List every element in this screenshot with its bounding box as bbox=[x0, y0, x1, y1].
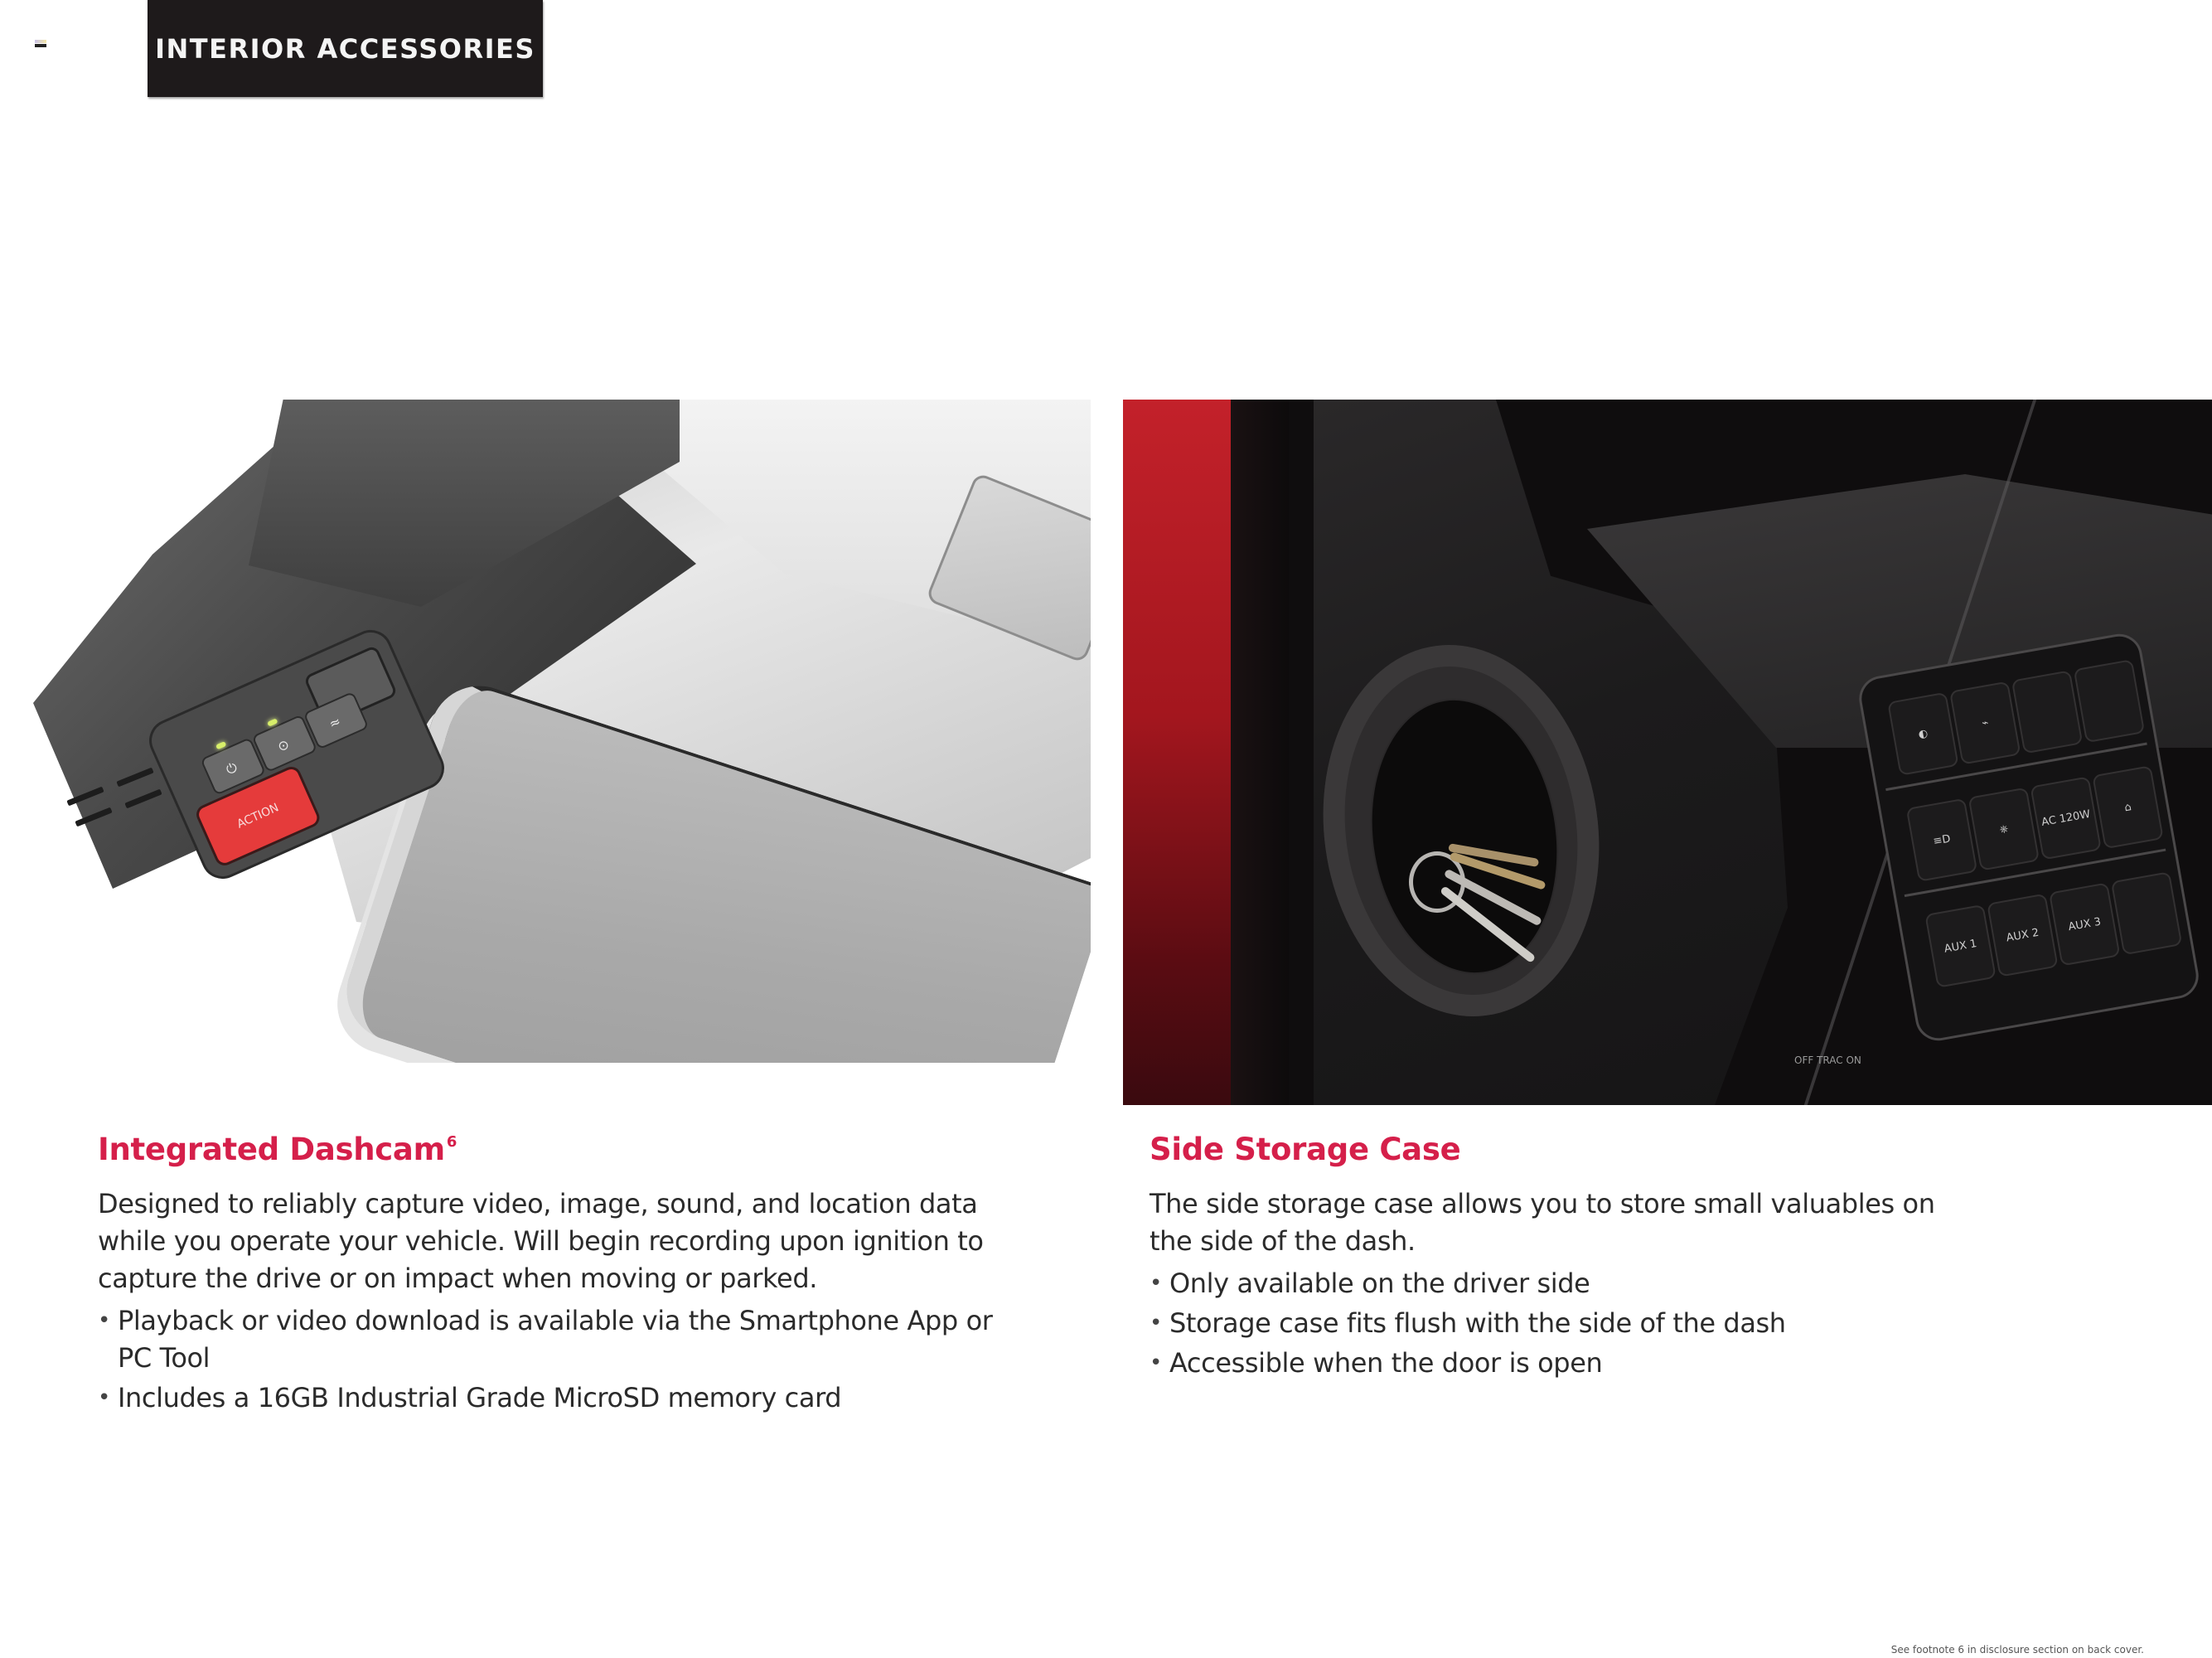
action-button: ACTION bbox=[193, 764, 322, 869]
feature-side-storage-case bbox=[1150, 1132, 1978, 1384]
aux2-switch: AUX 2 bbox=[1987, 894, 2059, 977]
mic-icon: ⊙ bbox=[274, 735, 292, 755]
trac-dial-labels: OFF TRAC ON bbox=[1794, 1054, 1861, 1066]
power-icon: ⏻ bbox=[223, 759, 240, 778]
headlight-level-switch: ◐ bbox=[1887, 692, 1959, 776]
feature-description: The side storage case allows you to store small valuables on the side of the dash. bbox=[1150, 1188, 1935, 1257]
disclosure-footnote: See footnote 6 in disclosure section on back cover. bbox=[1890, 1644, 2144, 1656]
keys-icon bbox=[1409, 818, 1558, 959]
bullet-item: • Playback or video download is available via the Smartphone App or PC Tool bbox=[98, 1302, 1026, 1377]
feature-title: Integrated Dashcam $^6$ bbox=[98, 1132, 457, 1167]
bullet-item: • Only available on the driver side bbox=[1150, 1265, 1978, 1302]
trailer-switch: ⌁ bbox=[1949, 681, 2021, 764]
aux1-switch: AUX 1 bbox=[1924, 904, 1997, 988]
footnote-marker: 6 bbox=[446, 1133, 457, 1151]
wifi-icon: ≈ bbox=[327, 713, 343, 732]
feature-bullets bbox=[1150, 1265, 1978, 1382]
section-header-tab bbox=[148, 0, 543, 97]
bullet-item: • Includes a 16GB Industrial Grade MicroSD memory card bbox=[98, 1379, 1026, 1417]
section-title: INTERIOR ACCESSORIES bbox=[155, 32, 535, 65]
bullet-item: • Storage case fits flush with the side of the dash bbox=[1150, 1305, 1978, 1342]
feature-integrated-dashcam bbox=[98, 1132, 1026, 1419]
feature-bullets bbox=[98, 1302, 1026, 1417]
red-door-frame bbox=[1123, 400, 1231, 1105]
registration-mark bbox=[35, 40, 46, 48]
bed-light-switch: ⌂ bbox=[2092, 765, 2164, 849]
dashcam-photo bbox=[0, 400, 1091, 1063]
ac-power-switch: AC 120W bbox=[2030, 776, 2102, 860]
side-storage-photo bbox=[1123, 400, 2212, 1105]
feature-title: Side Storage Case bbox=[1150, 1132, 1461, 1167]
traction-control-switch: ⎈ bbox=[1968, 788, 2040, 871]
fog-light-switch: ≡D bbox=[1906, 798, 1978, 882]
feature-description: Designed to reliably capture video, image, sound, and location data while you operate your vehicle. Will begin recording upon ignition to capture the drive or on impact when moving or parked. bbox=[98, 1188, 984, 1294]
bullet-item: • Accessible when the door is open bbox=[1150, 1345, 1978, 1382]
aux3-switch: AUX 3 bbox=[2049, 882, 2121, 966]
